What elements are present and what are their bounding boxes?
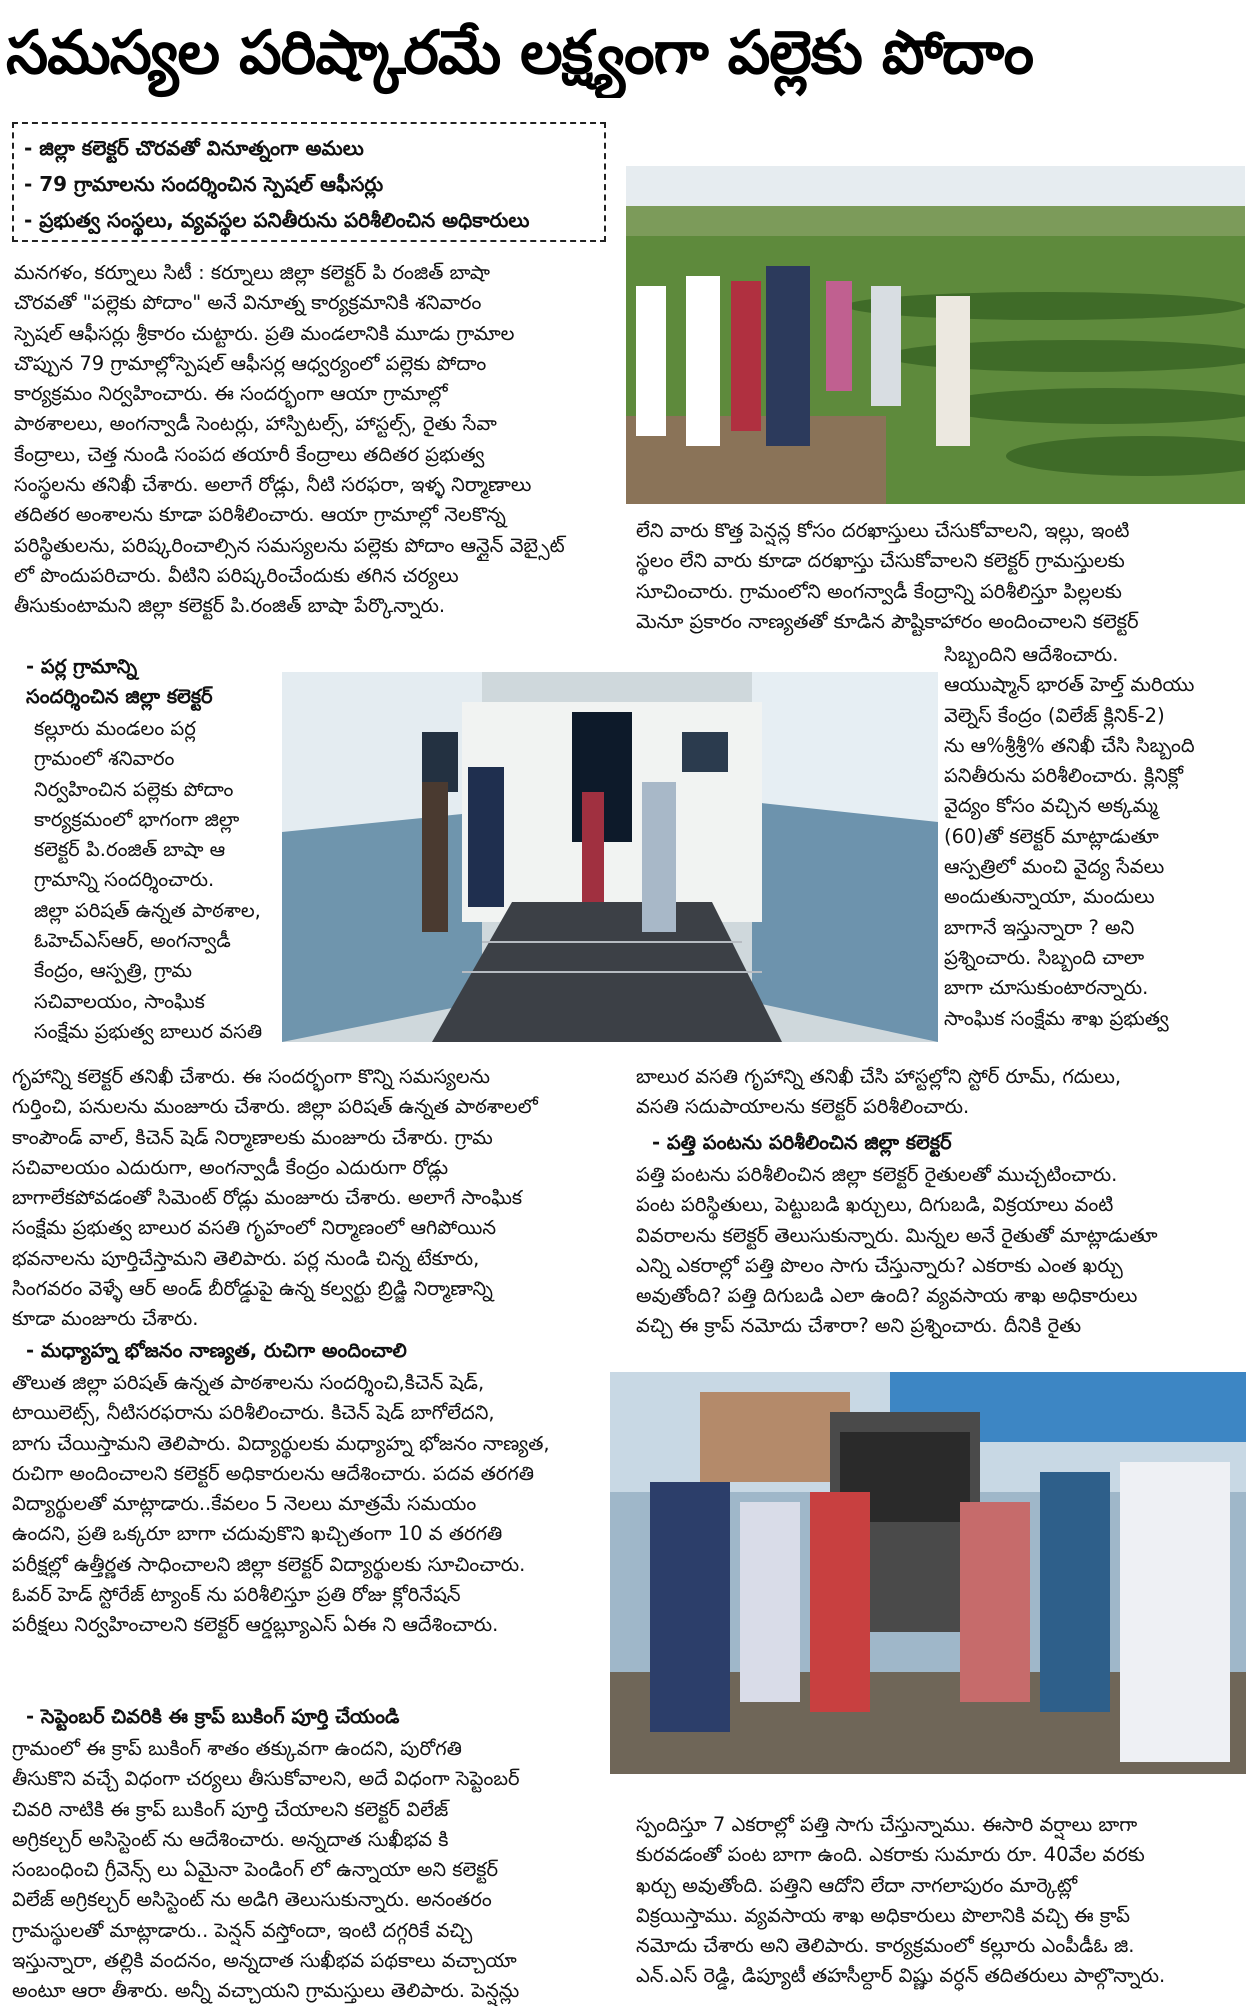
text-line: సూచించారు. గ్రామంలోని అంగన్వాడీ కేంద్రాన్ని పరిశీలిస్తూ పిల్లలకు (636, 579, 1122, 603)
text-line: పత్తి పంటను పరిశీలించిన జిల్లా కలెక్టర్ రైతులతో ముచ్చటించారు. (636, 1163, 1118, 1186)
cotton-field-photo (626, 166, 1245, 504)
text-line: గ్రామంలో శనివారం (34, 747, 175, 771)
text-line: ఎన్.ఎస్ రెడ్డి, డిప్యూటీ తహసీల్దార్ విష్ణు వర్ధన్ తదితరులు పాల్గొన్నారు. (636, 1964, 1166, 1988)
text-line: లేని వారు కొత్త పెన్షన్ల కోసం దరఖాస్తులు చేసుకోవాలని, ఇల్లు, ఇంటి (636, 519, 1130, 542)
text-line: పరిస్థితులను, పరిష్కరించాల్సిన సమస్యలను పల్లెకు పోదాం ఆన్లైన్ వెబ్సైట్ (14, 533, 565, 557)
subheading-line: - సెప్టెంబర్ చివరికి ఈ క్రాప్ బుకింగ్ పూర్తి చేయండి (26, 1705, 400, 1728)
text-line: సంబంధించి గ్రీవెన్స్ లు ఏమైనా పెండింగ్ లో ఉన్నాయా అని కలెక్టర్ (12, 1858, 499, 1882)
text-line: బాగానే ఇస్తున్నారా ? అని (944, 915, 1135, 939)
text-line: వెల్నెస్ కేంద్రం (విలేజ్ క్లినిక్-2) (944, 703, 1165, 727)
text-line: ఎన్ని ఎకరాల్లో పత్తి పొలం సాగు చేస్తున్నారు? ఎకరాకు ఎంత ఖర్చు (636, 1253, 1123, 1277)
text-line: బాలుర వసతి గృహాన్ని తనిఖీ చేసి హాస్టల్లోని స్టోర్ రూమ్, గదులు, (636, 1065, 1122, 1088)
text-line: కూడా మంజూరు చేశారు. (12, 1307, 199, 1331)
highlight-item: - జిల్లా కలెక్టర్ చొరవతో వినూత్నంగా అమలు (24, 136, 364, 160)
text-line: (60)తో కలెక్టర్ మాట్లాడుతూ (944, 824, 1159, 848)
text-line: టాయిలెట్స్, నీటిసరఫరాను పరిశీలించారు. కిచెన్ షెడ్ బాగోలేదని, (12, 1401, 495, 1425)
text-line: కాంపౌండ్ వాల్, కిచెన్ షెడ్ నిర్మాణాలకు మంజూరు చేశారు. గ్రామ (12, 1125, 493, 1149)
text-line: గ్రామాన్ని సందర్శించారు. (34, 868, 215, 892)
text-line: సంస్థలను తనిఖీ చేశారు. అలాగే రోడ్లు, నీటి సరఫరా, ఇళ్ళ నిర్మాణాలు (14, 473, 532, 497)
text-line: పరీక్షల్లో ఉత్తీర్ణత సాధించాలని జిల్లా కలెక్టర్ విద్యార్థులకు సూచించారు. (12, 1552, 526, 1576)
text-line: చొరవతో "పల్లెకు పోదాం" అనే వినూత్న కార్యక్రమానికి శనివారం (14, 291, 482, 315)
article-body-left-bottom (12, 1734, 606, 2007)
article-body-right-top (636, 516, 1248, 637)
highlights-box (12, 122, 606, 242)
text-line: ఖర్చు అవుతోంది. పత్తిని ఆదోని లేదా నాగలాపురం మార్కెట్లో (636, 1873, 1078, 1897)
article-body-left-mid2 (12, 1368, 612, 1641)
text-line: బాగా చూసుకుంటారన్నారు. (944, 976, 1149, 1000)
text-line: ఆయుష్మాన్ భారత్ హెల్త్ మరియు (944, 673, 1195, 697)
text-line: బాగు చేయిస్తామని తెలిపారు. విద్యార్థులకు మధ్యాహ్న భోజనం నాణ్యత, (12, 1431, 550, 1455)
text-line: సింగవరం వెళ్ళే ఆర్ అండ్ బీరోడ్డుపై ఉన్న కల్వర్టు బ్రిడ్జి నిర్మాణాన్ని (12, 1277, 493, 1301)
text-line: అంటూ ఆరా తీశారు. అన్నీ వచ్చాయని గ్రామస్తులు తెలిపారు. పెన్షన్లు (12, 1979, 520, 2003)
text-line: రుచిగా అందించాలని కలెక్టర్ అధికారులను ఆదేశించారు. పదవ తరగతి (12, 1461, 534, 1485)
highlight-item: - 79 గ్రామాలను సందర్శించిన స్పెషల్ ఆఫీసర్లు (24, 172, 384, 196)
text-line: తొలుత జిల్లా పరిషత్ ఉన్నత పాఠశాలను సందర్శించి,కిచెన్ షెడ్, (12, 1371, 485, 1394)
text-line: పాఠశాలలు, అంగన్వాడీ సెంటర్లు, హాస్పిటల్స్, హాస్టల్స్, రైతు సేవా (14, 412, 497, 436)
text-line: కార్యక్రమం నిర్వహించారు. ఈ సందర్భంగా ఆయా గ్రామాల్లో (14, 382, 448, 406)
text-line: కలెక్టర్ పి.రంజిత్ బాషా ఆ (34, 838, 226, 862)
text-line: లో పొందుపరిచారు. వీటిని పరిష్కరించేందుకు తగిన చర్యలు (14, 563, 459, 587)
text-line: సంక్షేమ ప్రభుత్వ బాలుర వసతి గృహంలో నిర్మాణంలో ఆగిపోయిన (12, 1216, 497, 1240)
text-line: స్పందిస్తూ 7 ఎకరాల్లో పత్తి సాగు చేస్తున్నాము. ఈసారి వర్షాలు బాగా (636, 1813, 1138, 1836)
text-line: ఇస్తున్నారా, తల్లికి వందనం, అన్నదాత సుఖీభవ పథకాలు వచ్చాయా (12, 1949, 517, 1973)
subheading-cotton (652, 1128, 1248, 1158)
text-line: కార్యక్రమంలో భాగంగా జిల్లా (34, 807, 240, 831)
text-line: వివరాలను కలెక్టర్ తెలుసుకున్నారు. మిన్నల అనే రైతుతో మాట్లాడుతూ (636, 1223, 1158, 1247)
article-body-right-bottom (636, 1810, 1248, 1992)
text-line: గ్రామస్థులతో మాట్లాడారు.. పెన్షన్ వస్తోందా, ఇంటి దగ్గరికే వచ్చి (12, 1918, 473, 1942)
text-line: తదితర అంశాలను కూడా పరిశీలించారు. ఆయా గ్రామాల్లో నెలకొన్న (14, 503, 506, 527)
text-line: గృహాన్ని కలెక్టర్ తనిఖీ చేశారు. ఈ సందర్భంగా కొన్ని సమస్యలను (12, 1065, 491, 1088)
text-line: ఓవర్ హెడ్ స్టోరేజ్ ట్యాంక్ ను పరిశీలిస్తూ ప్రతి రోజు క్లోరినేషన్ (12, 1583, 461, 1607)
subheading-line: - మధ్యాహ్న భోజనం నాణ్యత, రుచిగా అందించాలి (26, 1339, 407, 1362)
text-line: సంక్షేమ ప్రభుత్వ బాలుర వసతి (34, 1019, 263, 1043)
text-line: విలేజ్ అగ్రికల్చర్ అసిస్టెంట్ ను అడిగి తెలుసుకున్నారు. అనంతరం (12, 1888, 492, 1912)
subheading-line: సందర్శించిన జిల్లా కలెక్టర్ (26, 685, 213, 709)
text-line: సచివాలయం ఎదురుగా, అంగన్వాడీ కేంద్రం ఎదురుగా రోడ్లు (12, 1155, 449, 1179)
subheading-september-crop-booking (26, 1702, 606, 1732)
text-line: గ్రామంలో ఈ క్రాప్ బుకింగ్ శాతం తక్కువగా ఉందని, పురోగతి (12, 1737, 462, 1760)
text-line: కేంద్రాలు, చెత్త నుండి సంపద తయారీ కేంద్రాలు తదితర ప్రభుత్వ (14, 442, 485, 466)
text-line: పంట పరిస్థితులు, పెట్టుబడి ఖర్చులు, దిగుబడి, విక్రయాలు వంటి (636, 1193, 1114, 1217)
subheading-midday-meal (26, 1336, 616, 1366)
article-body-right-narrow (944, 640, 1244, 1034)
text-line: ఓహెచ్ఎస్ఆర్, అంగన్వాడీ (34, 929, 231, 953)
text-line: సాంఘిక సంక్షేమ శాఖ ప్రభుత్వ (944, 1006, 1169, 1030)
text-line: జిల్లా పరిషత్ ఉన్నత పాఠశాల, (34, 898, 261, 922)
text-line: అగ్రికల్చర్ అసిస్టెంట్ ను ఆదేశించారు. అన్నదాత సుఖీభవ కి (12, 1827, 449, 1851)
subheading-line: - పర్ల గ్రామాన్ని (26, 655, 138, 678)
subheading-line: - పత్తి పంటను పరిశీలించిన జిల్లా కలెక్టర్ (652, 1131, 952, 1154)
text-line: వైద్యం కోసం వచ్చిన అక్కమ్మ (944, 794, 1158, 818)
text-line: స్పెషల్ ఆఫీసర్లు శ్రీకారం చుట్టారు. ప్రతి మండలానికి మూడు గ్రామాల (14, 321, 515, 345)
text-line: చొప్పున 79 గ్రామాల్లోస్పెషల్ ఆఫీసర్ల ఆధ్వర్యంలో పల్లెకు పోదాం (14, 351, 487, 375)
text-line: సచివాలయం, సాంఘిక (34, 989, 205, 1013)
text-line: భవనాలను పూర్తిచేస్తామని తెలిపారు. పర్ల నుండి చిన్న టేకూరు, (12, 1246, 480, 1270)
text-line: కల్లూరు మండలం పర్ల (34, 717, 196, 740)
text-line: ను ఆ%శ్రీశ్రీ% తనిఖీ చేసి సిబ్బంది (944, 733, 1195, 757)
text-line: స్థలం లేని వారు కూడా దరఖాస్తు చేసుకోవాలని కలెక్టర్ గ్రామస్తులకు (636, 549, 1125, 573)
text-line: సిబ్బందిని ఆదేశించారు. (944, 643, 1119, 666)
text-line: విక్రయిస్తాము. వ్యవసాయ శాఖ అధికారులు పొలానికి వచ్చి ఈ క్రాప్ (636, 1903, 1130, 1927)
school-corridor-photo (282, 672, 938, 1042)
article-body-right-mid2 (636, 1160, 1248, 1342)
villagers-meeting-photo (610, 1372, 1246, 1774)
subheading-parla-visit (26, 652, 282, 713)
text-line: బాగాలేకపోవడంతో సిమెంట్ రోడ్లు మంజూరు చేశారు. అలాగే సాంఘిక (12, 1186, 523, 1210)
text-line: కురవడంతో పంట బాగా ఉంది. ఎకరాకు సుమారు రూ. 40వేల వరకు (636, 1843, 1145, 1867)
headline: సమస్యల పరిష్కారమే లక్ష్యంగా పల్లెకు పోదాం (6, 18, 1034, 88)
text-line: నిర్వహించిన పల్లెకు పోదాం (34, 777, 234, 801)
text-line: ఆస్పత్రిలో మంచి వైద్య సేవలు (944, 855, 1165, 879)
text-line: విద్యార్థులతో మాట్లాడారు..కేవలం 5 నెలలు మాత్రమే సమయం (12, 1492, 477, 1516)
text-line: నమోదు చేశారు అని తెలిపారు. కార్యక్రమంలో కల్లూరు ఎంపీడీఓ జి. (636, 1934, 1135, 1958)
text-line: పనితీరును పరిశీలించారు. క్లినిక్లో (944, 764, 1184, 788)
text-line: తీసుకొని వచ్చే విధంగా చర్యలు తీసుకోవాలని, అదే విధంగా సెప్టెంబర్ (12, 1767, 520, 1791)
text-line: ప్రశ్నించారు. సిబ్బంది చాలా (944, 945, 1145, 969)
text-line: వసతి సదుపాయాలను కలెక్టర్ పరిశీలించారు. (636, 1095, 970, 1119)
text-line: మనగళం, కర్నూలు సిటీ : కర్నూలు జిల్లా కలెక్టర్ పి రంజిత్ బాషా (14, 261, 490, 284)
text-line: అందుతున్నాయా, మందులు (944, 885, 1155, 909)
text-line: చివరి నాటికి ఈ క్రాప్ బుకింగ్ పూర్తి చేయాలని కలెక్టర్ విలేజ్ (12, 1797, 449, 1821)
text-line: తీసుకుంటామని జిల్లా కలెక్టర్ పి.రంజిత్ బాషా పేర్కొన్నారు. (14, 594, 446, 618)
text-line: గుర్తించి, పనులను మంజూరు చేశారు. జిల్లా పరిషత్ ఉన్నత పాఠశాలలో (12, 1095, 538, 1119)
article-body-left-top (14, 258, 614, 622)
text-line: పరీక్షలు నిర్వహించాలని కలెక్టర్ ఆర్డబ్ల్యూఎస్ ఏఈ ని ఆదేశించారు. (12, 1613, 499, 1637)
text-line: వచ్చి ఈ క్రాప్ నమోదు చేశారా? అని ప్రశ్నించారు. దీనికి రైతు (636, 1314, 1082, 1338)
highlight-item: - ప్రభుత్వ సంస్థలు, వ్యవస్థల పనితీరును పరిశీలించిన అధికారులు (24, 208, 530, 232)
text-line: ఉందని, ప్రతి ఒక్కరూ బాగా చదువుకొని ఖచ్చితంగా 10 వ తరగతి (12, 1522, 503, 1546)
text-line: అవుతోంది? పత్తి దిగుబడి ఎలా ఉంది? వ్యవసాయ శాఖ అధికారులు (636, 1284, 1138, 1308)
text-line: మెనూ ప్రకారం నాణ్యతతో కూడిన పౌష్టికాహారం అందించాలని కలెక్టర్ (636, 609, 1139, 633)
article-body-left-mid (12, 1062, 626, 1335)
text-line: కేంద్రం, ఆస్పత్రి, గ్రామ (34, 959, 193, 983)
article-body-right-mid (636, 1062, 1248, 1123)
article-body-left-narrow (34, 714, 286, 1047)
